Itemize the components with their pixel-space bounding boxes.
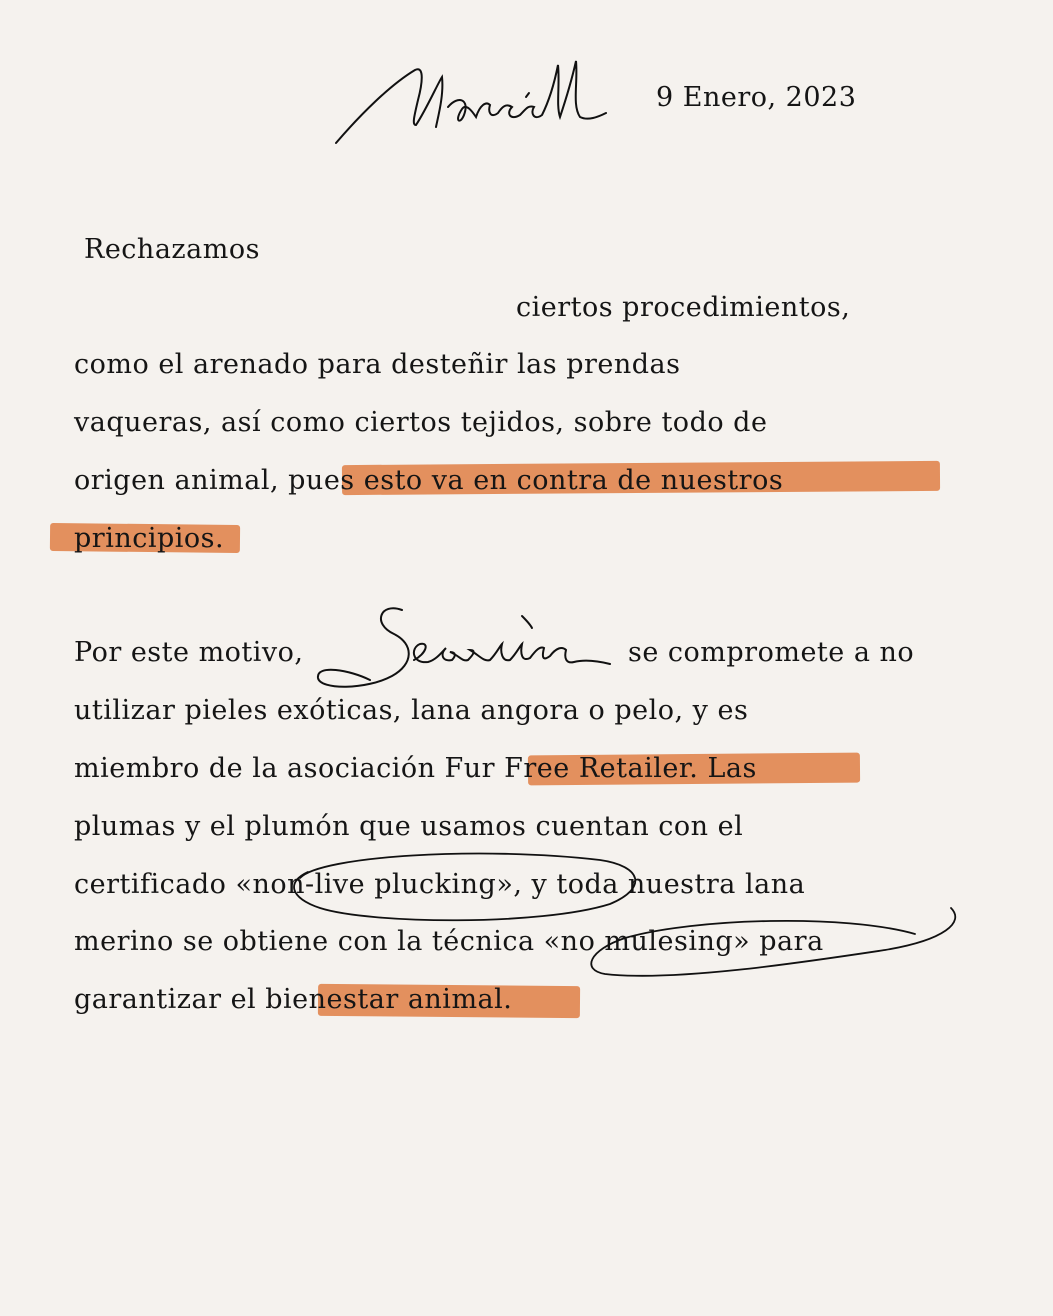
p2-line-2: utilizar pieles exóticas, lana angora o pelo, y es [74, 695, 749, 726]
p1-line-3: como el arenado para desteñir las prendas [74, 349, 681, 380]
p1-line-2: ciertos procedimientos, [516, 292, 851, 323]
p1-line-4: vaqueras, así como ciertos tejidos, sobre todo de [74, 407, 768, 438]
p1-line-1: Rechazamos [84, 234, 260, 265]
p2-line-1b: se compromete a no [628, 637, 915, 668]
p2-line-6: merino se obtiene con la técnica «no mulesing» para [74, 926, 824, 957]
p1-line-6: principios. [74, 523, 225, 554]
p2-line-4: plumas y el plumón que usamos cuentan con el [74, 811, 744, 842]
p2-line-7: garantizar el bienestar animal. [74, 984, 513, 1015]
p2-line-5: certificado «non-live plucking», y toda nuestra lana [74, 869, 806, 900]
city-handwriting [330, 55, 620, 155]
p1-line-5: origen animal, pues esto va en contra de nuestros [74, 465, 784, 496]
ink-swoosh-no-mulesing [585, 900, 965, 985]
brand-signature-handwriting [310, 598, 620, 703]
letter-date: 9 Enero, 2023 [656, 82, 857, 113]
p2-line-3: miembro de la asociación Fur Free Retailer. Las [74, 753, 757, 784]
p2-line-1a: Por este motivo, [74, 637, 304, 668]
